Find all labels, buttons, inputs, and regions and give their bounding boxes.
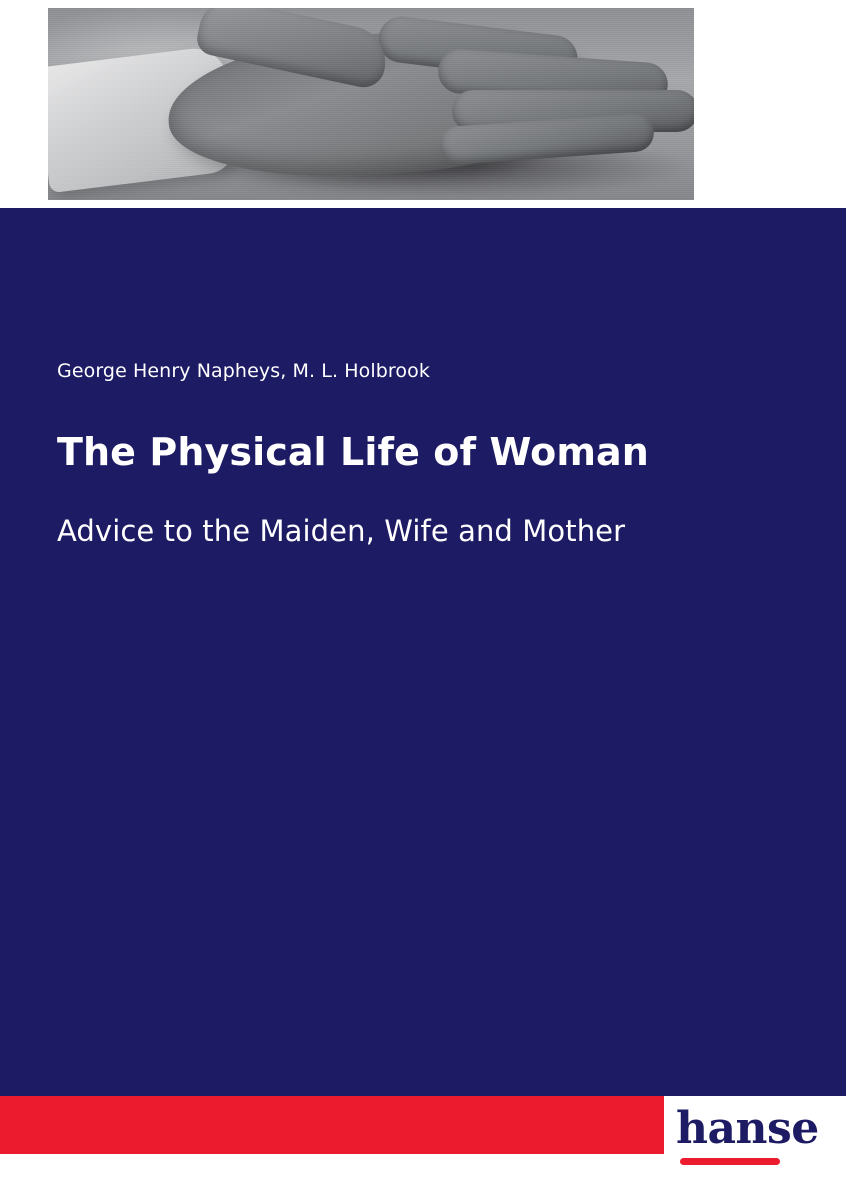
author-names: George Henry Napheys, M. L. Holbrook [57,360,430,382]
publisher-logo-text: hanse [676,1103,819,1154]
publisher-logo-underline [680,1158,780,1165]
cover-photo-band [0,0,846,208]
book-title: The Physical Life of Woman [57,430,649,474]
open-hand-photo [48,8,694,200]
book-subtitle: Advice to the Maiden, Wife and Mother [57,514,626,548]
cover-main-panel [0,208,846,1096]
photo-grain-overlay [48,8,694,200]
